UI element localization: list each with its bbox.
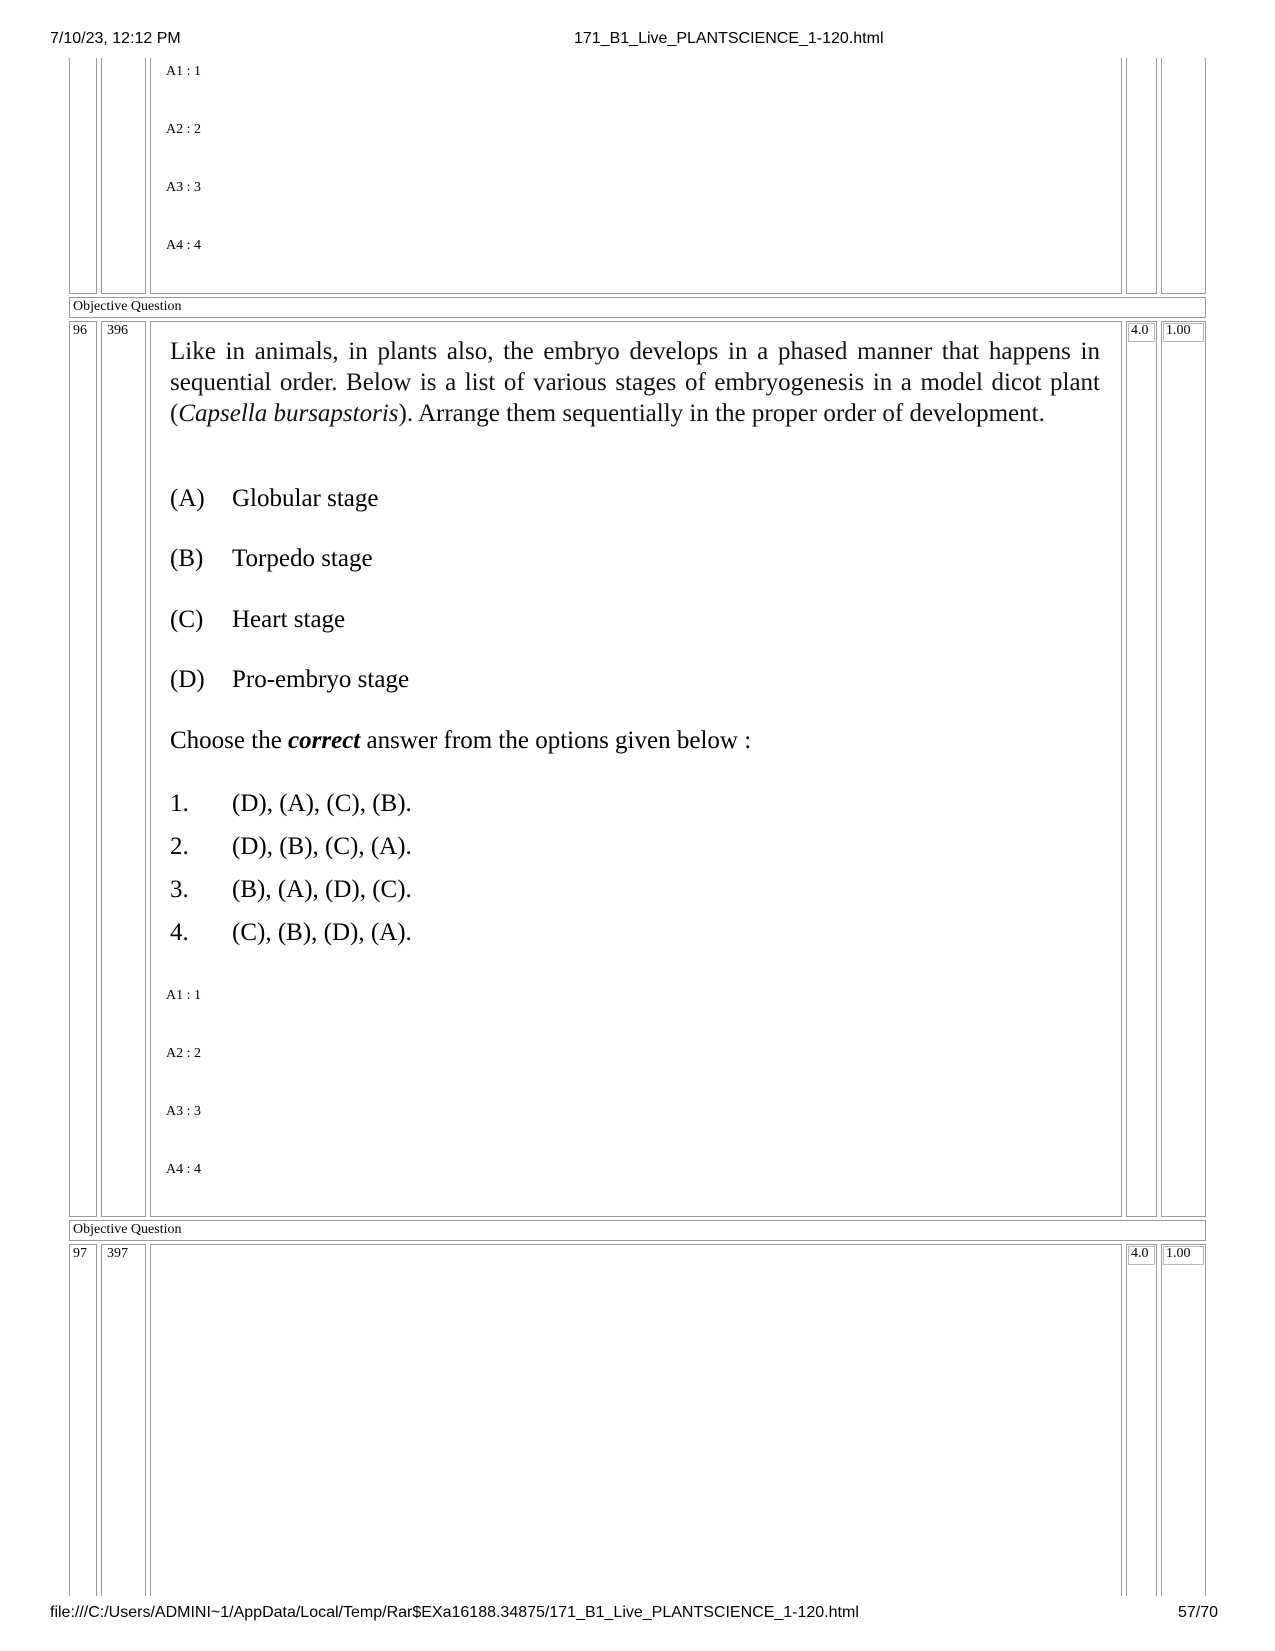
prev-alternative-4: A4 : 4 <box>166 238 201 253</box>
serial-number: 97 <box>73 1246 87 1261</box>
prev-alternative-2: A2 : 2 <box>166 122 201 137</box>
answer-number: 1. <box>170 790 189 817</box>
answer-text: (D), (A), (C), (B). <box>232 790 412 817</box>
alternative-3: A3 : 3 <box>166 1104 201 1119</box>
question-type-label: Objective Question <box>73 1222 182 1237</box>
print-datetime: 7/10/23, 12:12 PM <box>50 30 181 47</box>
question-id: 397 <box>107 1246 128 1261</box>
print-doc-title: 171_B1_Live_PLANTSCIENCE_1-120.html <box>574 30 884 47</box>
alternative-2: A2 : 2 <box>166 1046 201 1061</box>
option-text: Torpedo stage <box>232 545 373 572</box>
answer-number: 2. <box>170 833 189 860</box>
option-text: Pro-embryo stage <box>232 666 410 693</box>
question-type-cell <box>69 1220 1206 1241</box>
prev-alternative-1: A1 : 1 <box>166 64 201 79</box>
option-text: Heart stage <box>232 606 346 633</box>
question-id-cell <box>101 1244 146 1596</box>
option-text: Globular stage <box>232 485 379 512</box>
question-id-cell <box>101 321 146 1217</box>
answer-text: (D), (B), (C), (A). <box>232 833 412 860</box>
answer-text: (C), (B), (D), (A). <box>232 919 412 946</box>
print-file-path: file:///C:/Users/ADMINI~1/AppData/Local/Temp/Rar$EXa16188.34875/171_B1_Live_PLANTSCIENCE_1-120.html <box>50 1604 859 1621</box>
species-name: Capsella bursapstoris <box>178 400 399 427</box>
prev-question-cell <box>150 58 1122 294</box>
negative-cell <box>1161 321 1206 1217</box>
option-label: (D) <box>170 666 205 693</box>
negative-value: 1.00 <box>1166 323 1191 338</box>
serial-cell <box>69 1244 97 1596</box>
question-content <box>170 336 1100 429</box>
answer-number: 3. <box>170 876 189 903</box>
prev-marks-cell <box>1126 58 1157 294</box>
alternative-4: A4 : 4 <box>166 1162 201 1177</box>
print-page-counter: 57/70 <box>1178 1604 1219 1621</box>
serial-cell <box>69 321 97 1217</box>
prev-serial-cell <box>69 58 97 294</box>
prev-negative-cell <box>1161 58 1206 294</box>
negative-cell <box>1161 1244 1206 1596</box>
serial-number: 96 <box>73 323 87 338</box>
marks-cell <box>1126 321 1157 1217</box>
prev-alternative-3: A3 : 3 <box>166 180 201 195</box>
question-cell <box>150 1244 1122 1596</box>
option-label: (A) <box>170 485 205 512</box>
option-label: (B) <box>170 545 204 572</box>
negative-value: 1.00 <box>1166 1246 1191 1261</box>
answer-text: (B), (A), (D), (C). <box>232 876 412 903</box>
prev-id-cell <box>101 58 146 294</box>
marks-cell <box>1126 1244 1157 1596</box>
question-id: 396 <box>107 323 128 338</box>
option-label: (C) <box>170 606 204 633</box>
choose-instruction: Choose the correct answer from the options given below : <box>170 727 752 754</box>
answer-number: 4. <box>170 919 189 946</box>
emphasis-correct: correct <box>288 727 361 754</box>
question-cell <box>150 321 1122 1217</box>
question-stem: Like in animals, in plants also, the embryo develops in a phased manner that happens in sequential order. Below is a list of various stages of embryogenesis in a model dicot plant (Capsella bursapstoris). Arrange them sequentially in the proper order of development. <box>170 338 1100 427</box>
marks-value: 4.0 <box>1131 323 1149 338</box>
marks-value: 4.0 <box>1131 1246 1149 1261</box>
question-type-cell <box>69 297 1206 318</box>
alternative-1: A1 : 1 <box>166 988 201 1003</box>
question-type-label: Objective Question <box>73 299 182 314</box>
